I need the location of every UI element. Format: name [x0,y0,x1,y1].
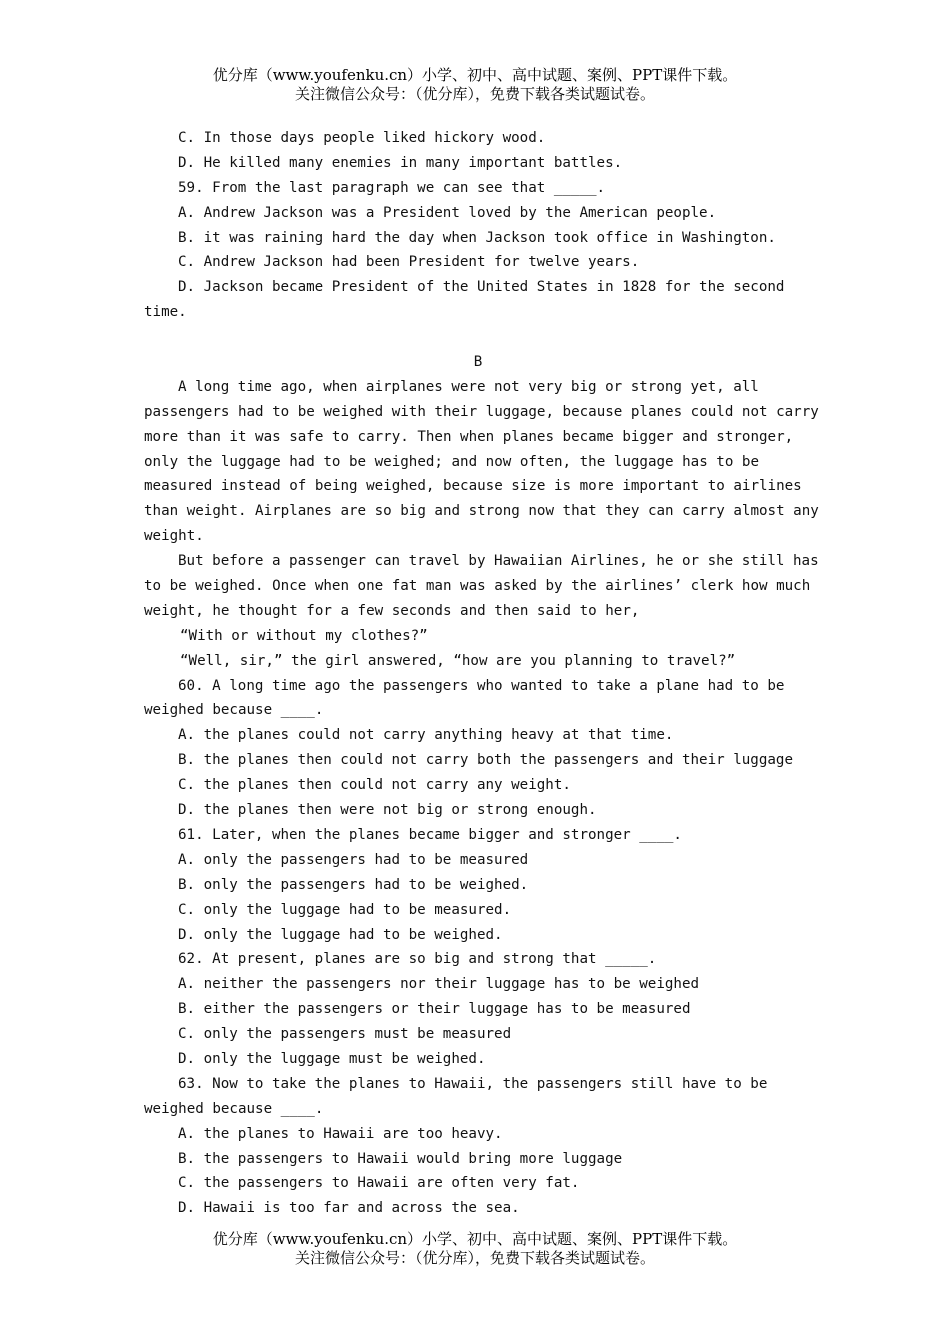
q61-option-b: B. only the passengers had to be weighed. [178,876,529,893]
spacer [144,325,812,350]
q63-stem: 63. Now to take the planes to Hawaii, the passengers still have to be [178,1075,768,1092]
passage-p1-line: more than it was safe to carry. Then when planes became bigger and stronger, [144,428,794,445]
q58-option-d: D. He killed many enemies in many important battles. [178,154,623,171]
q60-stem: 60. A long time ago the passengers who wanted to take a plane had to be [178,677,785,694]
passage-p1-line: weight. [144,528,204,545]
q63-option-b: B. the passengers to Hawaii would bring more luggage [178,1150,623,1167]
passage-p2-line: But before a passenger can travel by Hawaiian Airlines, he or she still has [178,553,819,570]
section-heading: B [473,354,483,371]
q61-option-c: C. only the luggage had to be measured. [178,901,512,918]
footer-line-1: 优分库（www.youfenku.cn）小学、初中、高中试题、案例、PPT课件下载。 [212,1230,738,1248]
page-header [0,66,950,104]
q59-option-d-cont: time. [144,304,187,321]
q63-stem-cont: weighed because ____. [144,1100,324,1117]
passage-p1-line: measured instead of being weighed, because size is more important to airlines [144,478,802,495]
document-body [144,126,819,1221]
footer-line-2: 关注微信公众号：（优分库），免费下载各类试题试卷。 [294,1249,655,1267]
q62-stem: 62. At present, planes are so big and strong that _____. [178,951,657,968]
passage-quote-2: “Well, sir,” the girl answered, “how are you planning to travel?” [180,652,736,669]
q59-option-b: B. it was raining hard the day when Jackson took office in Washington. [178,229,776,246]
passage-quote-1: “With or without my clothes?” [180,627,428,644]
header-line-1: 优分库（www.youfenku.cn）小学、初中、高中试题、案例、PPT课件下载。 [212,66,738,84]
q59-option-a: A. Andrew Jackson was a President loved by the American people. [178,204,717,221]
q62-option-c: C. only the passengers must be measured [178,1026,512,1043]
passage-p2-line: to be weighed. Once when one fat man was asked by the airlines’ clerk how much [144,578,811,595]
q59-option-d: D. Jackson became President of the United States in 1828 for the second [178,279,785,296]
q60-option-d: D. the planes then were not big or strong enough. [178,802,597,819]
q59-option-c: C. Andrew Jackson had been President for twelve years. [178,254,640,271]
q58-option-c: C. In those days people liked hickory wood. [178,130,546,146]
q61-option-d: D. only the luggage had to be weighed. [178,926,503,943]
q62-option-b: B. either the passengers or their luggage has to be measured [178,1001,691,1018]
q61-stem: 61. Later, when the planes became bigger and stronger ____. [178,826,682,843]
header-line-2: 关注微信公众号：（优分库），免费下载各类试题试卷。 [294,85,655,103]
q59-stem: 59. From the last paragraph we can see that _____. [178,179,606,196]
passage-p1-line: only the luggage had to be weighed; and now often, the luggage has to be [144,453,759,470]
passage-p1-line: A long time ago, when airplanes were not very big or strong yet, all [178,378,759,395]
passage-p1-line: than weight. Airplanes are so big and strong now that they can carry almost any [144,503,819,520]
q60-option-a: A. the planes could not carry anything heavy at that time. [178,727,674,744]
q60-option-c: C. the planes then could not carry any weight. [178,777,571,794]
page-footer [0,1230,950,1268]
q61-option-a: A. only the passengers had to be measured [178,851,529,868]
q63-option-a: A. the planes to Hawaii are too heavy. [178,1125,503,1142]
q60-option-b: B. the planes then could not carry both the passengers and their luggage [178,752,793,769]
passage-p1-line: passengers had to be weighed with their luggage, because planes could not carry [144,403,819,420]
q62-option-a: A. neither the passengers nor their luggage has to be weighed [178,976,700,993]
passage-p2-line: weight, he thought for a few seconds and then said to her, [144,602,640,619]
q62-option-d: D. only the luggage must be weighed. [178,1050,486,1067]
q63-option-c: C. the passengers to Hawaii are often very fat. [178,1175,580,1192]
q60-stem-cont: weighed because ____. [144,702,324,719]
q63-option-d: D. Hawaii is too far and across the sea. [178,1200,520,1217]
